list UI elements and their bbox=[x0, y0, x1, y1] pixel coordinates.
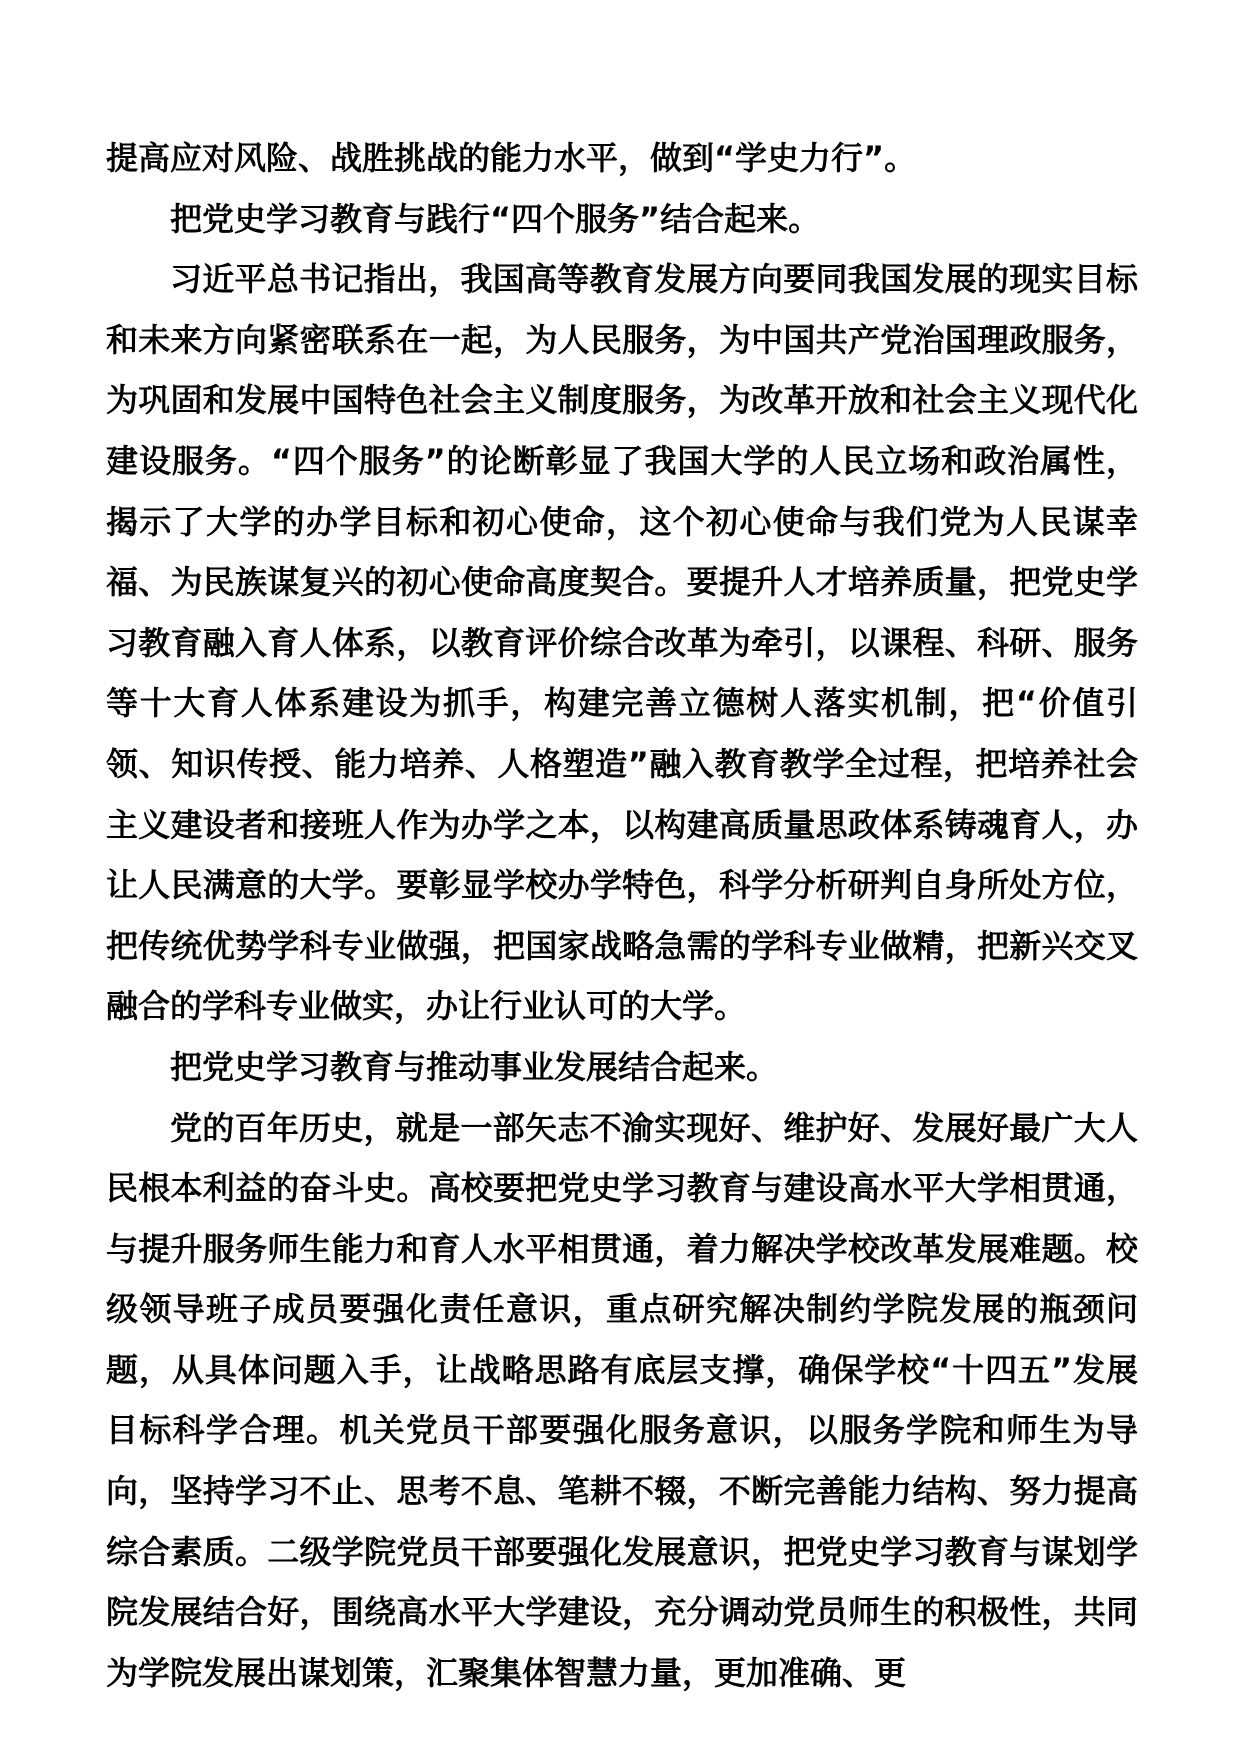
paragraph-continuation: 提高应对风险、战胜挑战的能力水平，做到“学史力行”。 bbox=[106, 139, 917, 177]
paragraph-four-services: 习近平总书记指出，我国高等教育发展方向要同我国发展的现实目标和未来方向紧密联系在一起，为人民服务，为中国共产党治国理政服务，为巩固和发展中国特色社会主义制度服务，为改革开放和社会主义现代化建设服务。“四个服务”的论断彰显了我国大学的人民立场和政治属性，揭示了大学的办学目标和初心使命，这个初心使命与我们党为人民谋幸福、为民族谋复兴的初心使命高度契合。要提升人才培养质量，把党史学习教育融入育人体系，以教育评价综合改革为牵引，以课程、科研、服务等十大育人体系建设为抓手，构建完善立德树人落实机制，把“价值引领、知识传授、能力培养、人格塑造”融入教育教学全过程，把培养社会主义建设者和接班人作为办学之本，以构建高质量思政体系铸魂育人，办让人民满意的大学。要彰显学校办学特色，科学分析研判自身所处方位，把传统优势学科专业做强，把国家战略急需的学科专业做精，把新兴交叉融合的学科专业做实，办让行业认可的大学。 bbox=[106, 260, 1138, 1026]
section-heading-development: 把党史学习教育与推动事业发展结合起来。 bbox=[170, 1047, 779, 1086]
section-heading-four-services: 把党史学习教育与践行“四个服务”结合起来。 bbox=[170, 199, 821, 238]
paragraph-development: 党的百年历史，就是一部矢志不渝实现好、维护好、发展好最广大人民根本利益的奋斗史。高校要把党史学习教育与建设高水平大学相贯通，与提升服务师生能力和育人水平相贯通，着力解决学校改革发展难题。校级领导班子成员要强化责任意识，重点研究解决制约学院发展的瓶颈问题，从具体问题入手，让战略思路有底层支撑，确保学校“十四五”发展目标科学合理。机关党员干部要强化服务意识，以服务学院和师生为导向，坚持学习不止、思考不息、笔耕不辍，不断完善能力结构、努力提高综合素质。二级学院党员干部要强化发展意识，把党史学习教育与谋划学院发展结合好，围绕高水平大学建设，充分调动党员师生的积极性，共同为学院发展出谋划策，汇聚集体智慧力量，更加准确、更 bbox=[106, 1108, 1138, 1692]
document-body bbox=[106, 128, 1138, 1703]
